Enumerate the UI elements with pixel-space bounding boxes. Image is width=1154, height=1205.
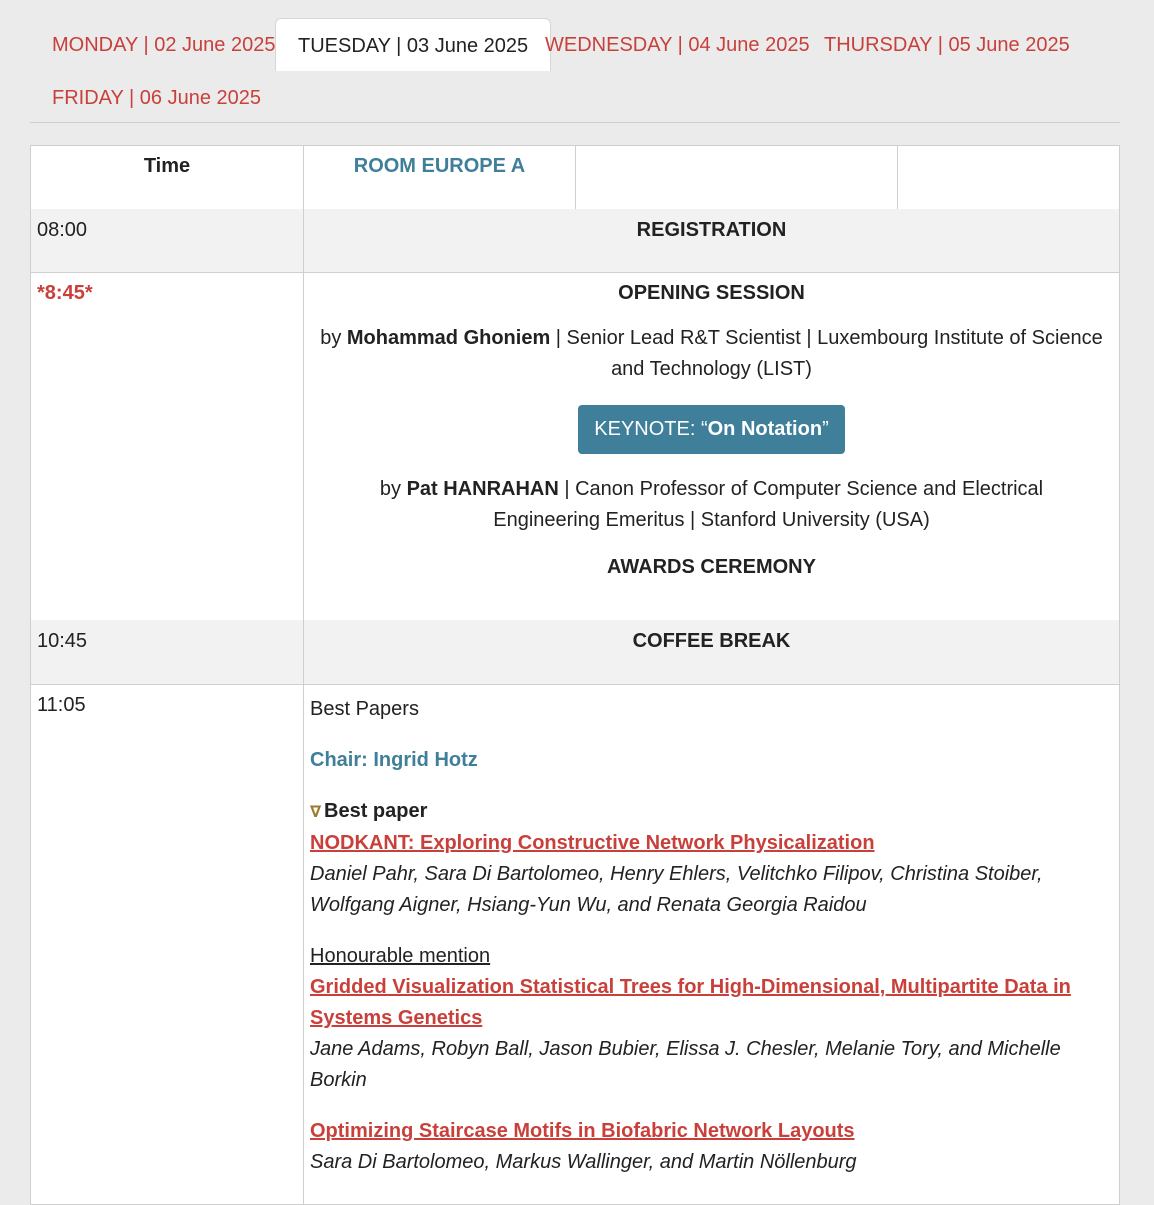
honourable-mention-block (310, 941, 1113, 1096)
paper-link-staircase-motifs[interactable]: Optimizing Staircase Motifs in Biofabric Network Layouts (310, 1120, 855, 1142)
best-papers-cell (304, 684, 1119, 1204)
time-cell: 10:45 (31, 620, 304, 684)
tab-monday[interactable]: MONDAY | 02 June 2025 (52, 34, 276, 56)
honourable-mention-label: Honourable mention (310, 945, 491, 967)
table-row-coffee (31, 620, 1119, 685)
session-chair: Chair: Ingrid Hotz (310, 749, 478, 771)
speaker2-name: Pat HANRAHAN (406, 478, 559, 500)
tab-friday[interactable]: FRIDAY | 06 June 2025 (52, 87, 262, 109)
coffee-break-title: COFFEE BREAK (632, 630, 791, 652)
by-label: by (320, 327, 347, 349)
speaker1-line (310, 323, 1113, 385)
room-europe-a-header: ROOM EUROPE A (304, 146, 576, 209)
table-row-best-papers (31, 684, 1119, 1204)
paper-link-nodkant[interactable]: NODKANT: Exploring Constructive Network Physicalization (310, 832, 875, 854)
speaker1-info: | Senior Lead R&T Scientist | Luxembourg Institute of Science and Technology (LIST) (550, 327, 1103, 380)
keynote-title: On Notation (707, 418, 823, 440)
tab-thursday[interactable]: THURSDAY | 05 June 2025 (824, 34, 1070, 56)
paper-authors: Daniel Pahr, Sara Di Bartolomeo, Henry Ehlers, Velitchko Filipov, Christina Stoiber, Wolfgang Aigner, Hsiang-Yun Wu, and Renata Georgia Raidou (310, 863, 1043, 916)
paper-authors: Sara Di Bartolomeo, Markus Wallinger, and Martin Nöllenburg (310, 1151, 857, 1173)
by-label: by (379, 478, 407, 500)
speaker2-info: | Canon Professor of Computer Science and Electrical Engineering Emeritus | Stanford University (USA) (493, 478, 1044, 531)
day-tabs (30, 18, 1120, 123)
table-row-opening (31, 272, 1119, 621)
opening-session-cell (304, 272, 1119, 620)
time-cell: *8:45* (31, 272, 304, 620)
best-paper-block (310, 796, 1113, 921)
time-column-header: Time (31, 146, 304, 209)
registration-title: REGISTRATION (636, 219, 787, 241)
keynote-suffix: ” (822, 418, 829, 440)
session-name: Best Papers (310, 698, 419, 720)
schedule-table (30, 145, 1120, 1205)
paper-link-gridded-visualization[interactable]: Gridded Visualization Statistical Trees for High-Dimensional, Multipartite Data in Systems Genetics (310, 976, 1071, 1029)
opening-session-title: OPENING SESSION (618, 282, 805, 304)
table-header (31, 146, 1119, 210)
paper-authors: Jane Adams, Robyn Ball, Jason Bubier, Elissa J. Chesler, Melanie Tory, and Michelle Borkin (310, 1038, 1061, 1091)
time-cell: 08:00 (31, 209, 304, 272)
room-b-header (576, 146, 898, 209)
time-cell: 11:05 (31, 684, 304, 1204)
keynote-button[interactable] (578, 405, 844, 454)
tab-wednesday[interactable]: WEDNESDAY | 04 June 2025 (545, 34, 810, 56)
speaker1-name: Mohammad Ghoniem (346, 327, 551, 349)
table-row-registration (31, 209, 1119, 273)
best-paper-label: Best paper (324, 800, 428, 822)
keynote-prefix: KEYNOTE: “ (594, 418, 708, 440)
awards-ceremony: AWARDS CEREMONY (607, 556, 816, 578)
tab-tuesday[interactable]: TUESDAY | 03 June 2025 (275, 18, 551, 71)
speaker2-line (310, 474, 1113, 536)
room-c-header (898, 146, 1119, 209)
paper-block (310, 1116, 1113, 1178)
award-icon: ∇ (310, 804, 322, 821)
